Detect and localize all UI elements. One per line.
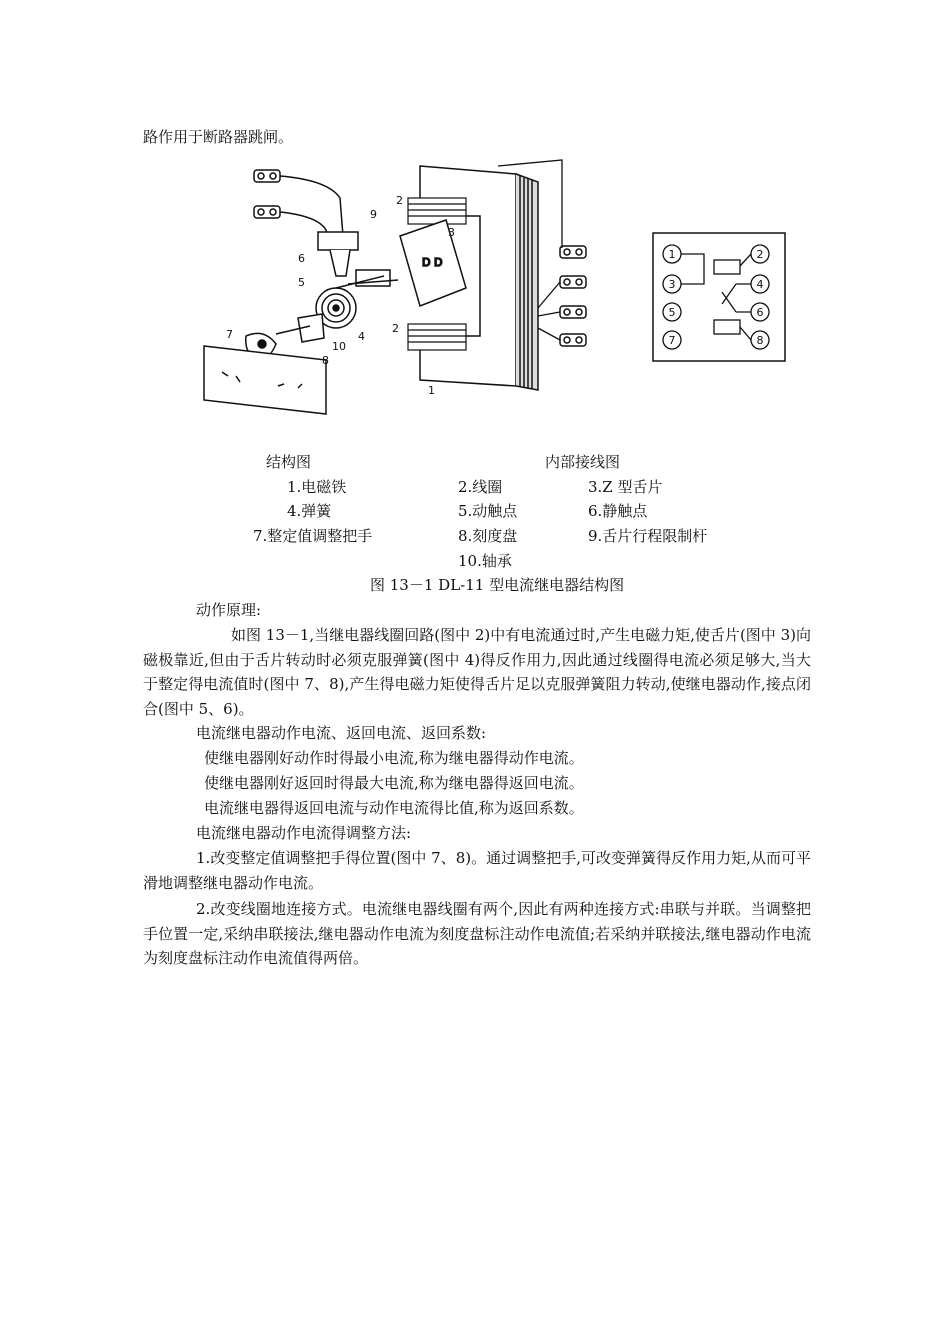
definition-return-ratio: 电流继电器得返回电流与动作电流得比值,称为返回系数。: [204, 799, 584, 817]
legend-item: 3.Z 型舌片: [588, 478, 663, 496]
part-number: 2: [396, 194, 403, 207]
part-number: 2: [392, 322, 399, 335]
armature-icon: [400, 220, 466, 306]
scale-plate-icon: [204, 346, 326, 414]
part-number: 9: [370, 208, 377, 221]
legend-item: 1.电磁铁: [287, 478, 347, 496]
heading-adjust: 电流继电器动作电流得调整方法:: [196, 824, 412, 842]
legend-item: 7.整定值调整把手: [253, 527, 373, 545]
method-2: 2.改变线圈地连接方式。电流继电器线圈有两个,因此有两种连接方式:串联与并联。当调整把手位置一定,采纳串联接法,继电器动作电流为刻度盘标注动作电流值;若采纳并联接法,继电器动作电流为刻度盘标注动作电流值得两倍。: [143, 900, 811, 967]
terminal-number: 8: [756, 334, 764, 347]
legend-item: 5.动触点: [458, 502, 518, 520]
structure-label: 结构图: [266, 453, 312, 471]
relay-structure-figure: [198, 158, 618, 418]
definition-pickup-current: 使继电器刚好动作时得最小电流,称为继电器得动作电流。: [204, 749, 584, 767]
terminal-number: 1: [668, 248, 676, 261]
part-number: 3: [448, 226, 455, 239]
terminal-number: 4: [756, 278, 764, 291]
heading-terms: 电流继电器动作电流、返回电流、返回系数:: [196, 724, 487, 742]
part-number: 8: [322, 354, 329, 367]
contacts-icon: [318, 232, 398, 286]
method-1: 1.改变整定值调整把手得位置(图中 7、8)。通过调整把手,可改变弹簧得反作用力矩,从而可平滑地调整继电器动作电流。: [143, 849, 811, 892]
legend-item: 8.刻度盘: [458, 527, 518, 545]
part-number: 7: [226, 328, 233, 341]
terminal-number: 3: [668, 278, 676, 291]
terminal-number: 5: [668, 306, 676, 319]
part-number: 4: [358, 330, 365, 343]
paragraph-principle: 如图 13－1,当继电器线圈回路(图中 2)中有电流通过时,产生电磁力矩,使舌片(图中 3)向磁极靠近,但由于舌片转动时必须克服弹簧(图中 4)得反作用力,因此通过线圈得电流必须足够大,当大于整定得电流值时(图中 7、8),产生得电磁力矩使得舌片足以克服弹簧阻力转动,使继电器动作,接点闭合(图中 5、6)。: [143, 626, 811, 718]
terminal-block-icon: [560, 246, 586, 346]
figure-caption: 图 13－1 DL-11 型电流继电器结构图: [370, 576, 625, 594]
part-number: 6: [298, 252, 305, 265]
part-number: 10: [332, 340, 346, 353]
part-number: 1: [428, 384, 435, 397]
part-number: 5: [298, 276, 305, 289]
legend-item: 6.静触点: [588, 502, 648, 520]
internal-wiring-diagram: [652, 232, 786, 362]
definition-dropout-current: 使继电器刚好返回时得最大电流,称为继电器得返回电流。: [204, 774, 584, 792]
legend-item: 10.轴承: [458, 552, 512, 570]
terminal-number: 7: [668, 334, 676, 347]
continued-line: 路作用于断路器跳闸。: [143, 128, 294, 146]
wiring-label: 内部接线图: [545, 453, 621, 471]
terminal-block-icon: [254, 170, 280, 218]
svg-text:D D: D D: [422, 256, 443, 269]
legend-item: 2.线圈: [458, 478, 503, 496]
terminal-number: 2: [756, 248, 764, 261]
heading-principle: 动作原理:: [196, 601, 262, 619]
legend-item: 4.弹簧: [287, 502, 332, 520]
legend-item: 9.舌片行程限制杆: [588, 527, 708, 545]
terminal-number: 6: [756, 306, 764, 319]
